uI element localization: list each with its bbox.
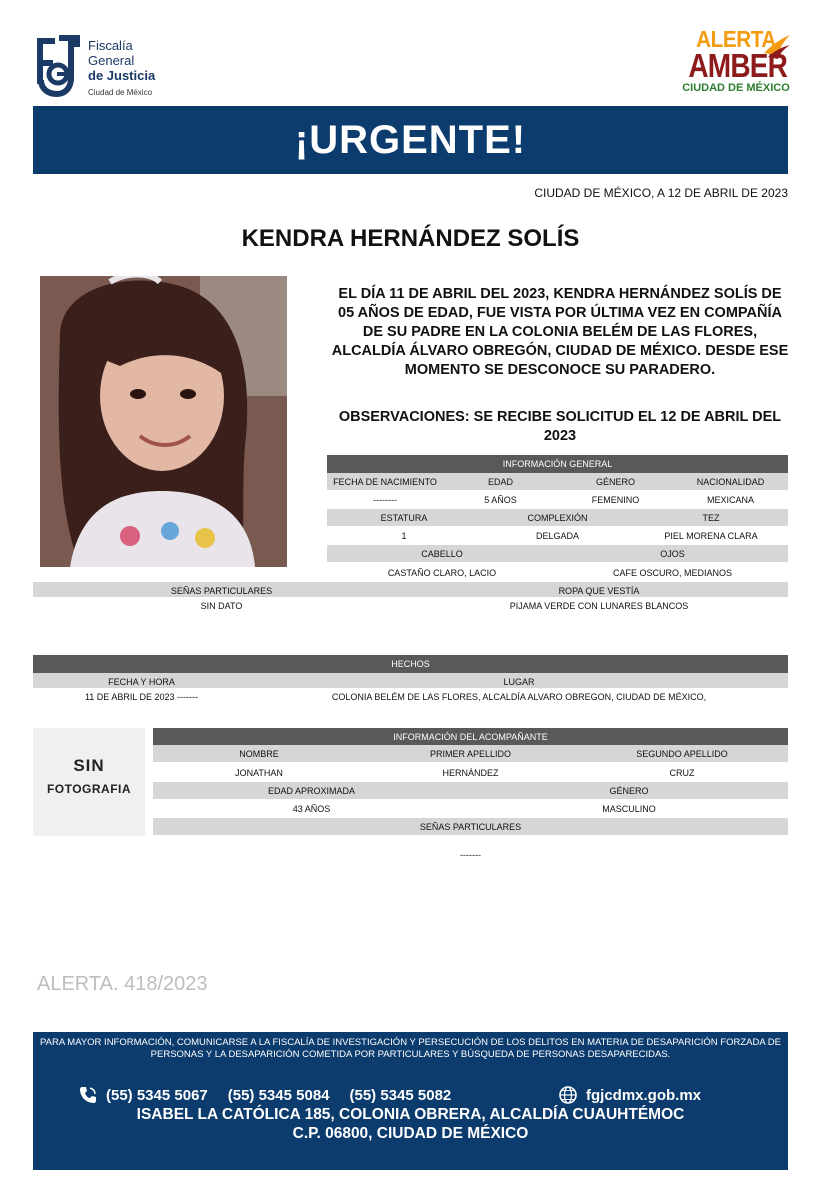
companion-labels-row-1 [153,745,788,762]
general-labels-row-1 [327,473,788,490]
label-edad: EDAD [487,476,513,487]
value-genero: FEMENINO [591,494,640,505]
fgj-text-line3 [88,68,155,83]
fgj-logo [33,32,173,102]
observations-text: OBSERVACIONES: SE RECIBE SOLICITUD EL 12 DE ABRIL DEL 2023 [338,409,782,444]
value-lugar: COLONIA BELÉM DE LAS FLORES, ALCALDÍA ALVARO OBREGON, CIUDAD DE MÉXICO, [331,691,707,702]
label-genero: GÉNERO [595,476,635,487]
value-fecha-nacimiento: -------- [373,494,397,505]
value-ropa: PIJAMA VERDE CON LUNARES BLANCOS [509,600,689,611]
value-nacionalidad: MEXICANA [706,494,754,505]
value-segundo-apellido: CRUZ [669,767,695,778]
phone-numbers [78,1085,471,1105]
companion-values-row-1 [153,763,788,782]
phone-number-2[interactable]: (55) 5345 5084 [227,1086,330,1104]
value-ojos: CAFE OSCURO, MEDIANOS [612,567,732,578]
label-cabello: CABELLO [421,548,463,559]
value-nombre: JONATHAN [235,767,283,778]
label-segundo-apellido: SEGUNDO APELLIDO [636,748,728,759]
value-senas-particulares: SIN DATO [200,600,243,611]
companion-values-row-2 [153,799,788,818]
amber-city-text: CIUDAD DE MÉXICO [682,82,790,94]
label-complexion: COMPLEXIÓN [527,512,588,523]
website [558,1085,701,1105]
value-primer-apellido: HERNÁNDEZ [442,767,499,778]
label-genero-acompanante: GÉNERO [609,785,649,796]
phone-number-3[interactable]: (55) 5345 5082 [349,1086,452,1104]
label-ojos: OJOS [660,548,685,559]
companion-labels-row-3 [153,818,788,835]
label-nacionalidad: NACIONALIDAD [696,476,765,487]
hechos-header [33,655,788,673]
label-estatura: ESTATURA [380,512,428,523]
label-senas-particulares: SEÑAS PARTICULARES [170,585,273,596]
value-genero-acompanante: MASCULINO [602,803,656,814]
address-line-1: ISABEL LA CATÓLICA 185, COLONIA OBRERA, ALCALDÍA CUAUHTÉMOC [136,1106,685,1123]
general-values-row-4 [33,597,788,614]
fgj-text-line2: General [88,53,135,68]
companion-labels-row-2 [153,782,788,799]
description-text: EL DÍA 11 DE ABRIL DEL 2023, KENDRA HERNÁNDEZ SOLÍS DE 05 AÑOS DE EDAD, FUE VISTA POR ÚLTIMA VEZ EN COMPAÑÍA DE SU PADRE EN LA COLONIA BELÉM DE LAS FLORES, ALCALDÍA ÁLVARO OBREGÓN, CIUDAD DE MÉXICO. DESDE ESE MOMENTO SE DESCONOCE SU PARADERO. [331,286,789,378]
companion-header [153,728,788,745]
footer-info-text: PARA MAYOR INFORMACIÓN, COMUNICARSE A LA FISCALÍA DE INVESTIGACIÓN Y PERSECUCIÓN DE LOS DELITOS EN MATERIA DE DESAPARICIÓN FORZADA DE PERSONAS Y LA DESAPARICIÓN COMETIDA POR PARTICULARES Y BÚSQUEDA DE PERSONAS DESAPARECIDAS. [40,1037,781,1060]
phone-icon [78,1085,98,1105]
label-fecha-nacimiento: FECHA DE NACIMIENTO [333,476,437,487]
address-line-2: C.P. 06800, CIUDAD DE MÉXICO [292,1125,529,1142]
general-values-row-3 [327,563,788,582]
hechos-title: HECHOS [391,659,430,669]
label-lugar: LUGAR [503,676,535,687]
value-senas-acompanante: ------- [460,849,481,860]
label-primer-apellido: PRIMER APELLIDO [429,748,512,759]
general-info-header [327,455,788,473]
no-photo-placeholder [33,728,145,836]
alert-number: ALERTA. 418/2023 [37,973,208,995]
general-values-row-2 [327,526,788,545]
general-labels-row-2 [327,509,788,526]
alerta-amber-logo [680,27,792,102]
fgj-text-line1: Fiscalía [88,38,133,53]
general-labels-row-3 [327,545,788,562]
label-tez: TEZ [702,512,720,523]
urgent-banner: ¡URGENTE! [33,106,788,174]
label-ropa: ROPA QUE VESTÍA [558,585,640,596]
amber-amber-text: AMBER [688,47,787,84]
fgj-logo-subtitle: Ciudad de México [88,88,153,97]
value-cabello: CASTAÑO CLARO, LACIO [387,567,497,578]
child-portrait-image [40,276,287,567]
date-line: CIUDAD DE MÉXICO, A 12 DE ABRIL DE 2023 [534,186,788,200]
hechos-values-row [33,688,788,705]
phone-number-1[interactable]: (55) 5345 5067 [106,1086,208,1104]
no-photo-line1: SIN [73,756,105,775]
person-name: KENDRA HERNÁNDEZ SOLÍS [241,225,580,252]
value-edad-aproximada: 43 AÑOS [292,803,331,814]
missing-person-photo [40,276,287,567]
fgj-logo-text [88,38,155,83]
companion-values-row-3 [153,846,788,863]
contact-footer [33,1032,788,1170]
label-fecha-hora: FECHA Y HORA [108,676,175,687]
value-estatura: 1 [401,530,407,541]
companion-title: INFORMACIÓN DEL ACOMPAÑANTE [393,731,548,742]
value-edad: 5 AÑOS [484,494,517,505]
general-values-row-1 [327,490,788,509]
website-link[interactable]: fgjcdmx.gob.mx [586,1086,702,1104]
amber-alerta-text: ALERTA [696,26,776,52]
label-senas-acompanante: SEÑAS PARTICULARES [419,821,522,832]
value-complexion: DELGADA [535,530,579,541]
general-info-title: INFORMACIÓN GENERAL [502,459,613,469]
fgj-emblem-icon [33,34,81,98]
label-edad-aproximada: EDAD APROXIMADA [267,785,356,796]
value-tez: PIEL MORENA CLARA [664,530,758,541]
label-nombre: NOMBRE [239,748,279,759]
value-fecha-hora: 11 DE ABRIL DE 2023 ------- [84,691,199,702]
globe-icon [558,1085,578,1105]
no-photo-line2: FOTOGRAFIA [46,782,132,796]
fgj-text-line3-bold: de Justicia [88,68,156,83]
